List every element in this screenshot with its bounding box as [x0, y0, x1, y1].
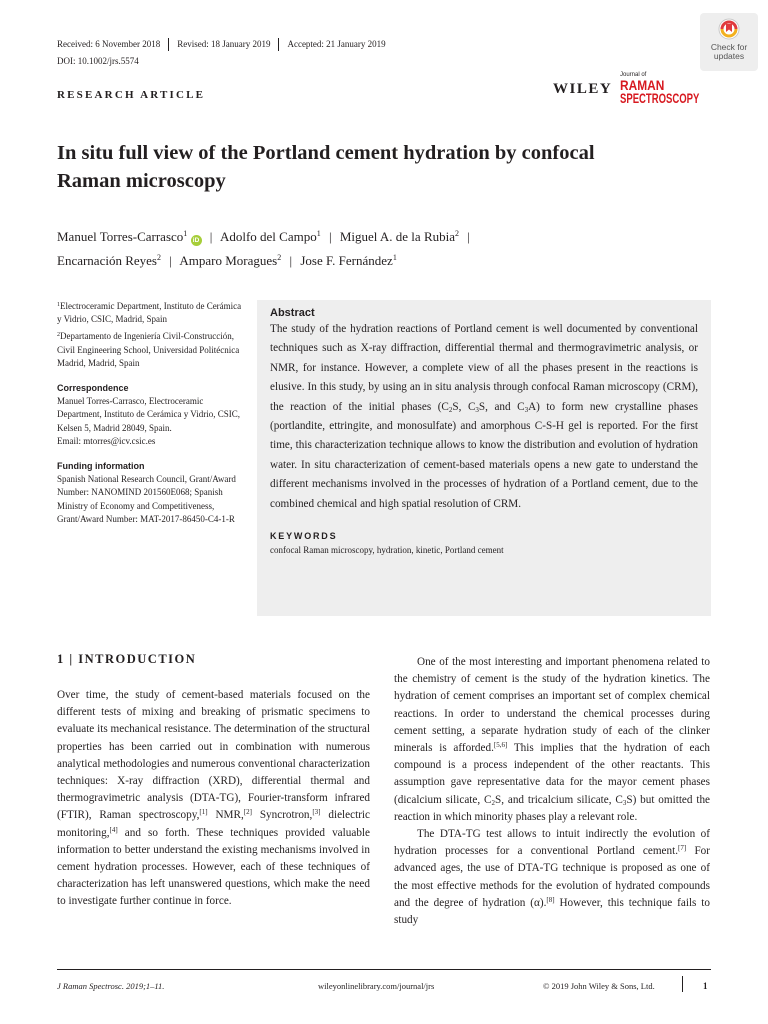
- affiliation: $^1$Electroceramic Department, Instituto de Cerámica y Vidrio, CSIC, Madrid, Spain: [57, 301, 242, 325]
- article-title: In situ full view of the Portland cement hydration by confocal Raman microscopy: [57, 142, 595, 192]
- accepted-date: Accepted: 21 January 2019: [278, 38, 393, 51]
- author-list: Manuel Torres-Carrasco$^1$ iD | Adolfo del Campo$^1$ | Miguel A. de la Rubia$^2$ | Encarnación Reyes$^2$ | Amparo Moragues$^2$ | Jose F. Fernández$^1$: [57, 229, 470, 268]
- revised-date: Revised: 18 January 2019: [168, 38, 278, 51]
- reference-link[interactable]: [4]: [109, 825, 118, 834]
- footer-divider: [57, 969, 711, 970]
- correspondence: Correspondence Manuel Torres-Carrasco, Electroceramic Department, Instituto de Cerámica y Vidrio, CSIC, Kelsen 5, Madrid 28049, Spain. Email: mtorres@icv.csic.es: [57, 382, 242, 448]
- affiliation: $^2$Departamento de Ingeniería Civil-Construcción, Civil Engineering School, Universidad Politécnica Madrid, Madrid, Spain: [57, 331, 240, 368]
- publisher-logo: WILEY: [553, 81, 613, 97]
- body-column-left: [57, 687, 370, 911]
- check-updates-icon: [718, 18, 740, 40]
- page-number: 1: [703, 981, 708, 991]
- author-name: Encarnación Reyes: [57, 253, 157, 268]
- check-updates-label: Check for updates: [710, 42, 748, 61]
- article-dates: [57, 38, 394, 51]
- abstract-box: [257, 300, 711, 616]
- author-name: Jose F. Fernández: [300, 253, 393, 268]
- paragraph: One of the most interesting and important phenomena related to the chemistry of cement is the study of the hydration kinetics. The hydration of cement comprises an important set of complex chemical reactions. In order to understand the chemical processes during cement setting, a separate hydration study of each of the clinker minerals is afforded.[5,6] This implies that the hydration of each compound is a process independent of the other reactants. This assumption gave representative data for the mayor cement phases (dicalcium silicate, $C_2S$, and tricalcium silicate, $C_3S$) but omitted the reaction in which minority phases play a relevant role.: [394, 656, 711, 823]
- check-for-updates-button[interactable]: [700, 13, 758, 71]
- email-link[interactable]: Email: mtorres@icv.csic.es: [57, 435, 156, 446]
- section-heading: 1 | INTRODUCTION: [57, 652, 197, 666]
- footer-copyright: © 2019 John Wiley & Sons, Ltd.: [543, 981, 655, 991]
- reference-link[interactable]: [1]: [199, 808, 208, 817]
- paragraph: The DTA-TG test allows to intuit indirectly the evolution of hydration processes for a conventional Portland cement.[7] For advanced ages, the use of DTA-TG technique is proposed as one of the most effective methods for the evolution of hydrated compounds and the degree of hydration (α).[8] However, this technique fails to study: [394, 828, 711, 927]
- funding-information: Funding information Spanish National Research Council, Grant/Award Number: NANOMIND 201560E068; Spanish Ministry of Economy and Competitiveness, Grant/Award Number: MAT-2017-86450-C4-1-R: [57, 461, 236, 524]
- orcid-icon[interactable]: iD: [191, 235, 202, 246]
- reference-link[interactable]: [5,6]: [493, 741, 508, 750]
- reference-link[interactable]: [8]: [546, 895, 555, 904]
- doi-link[interactable]: DOI: 10.1002/jrs.5574: [57, 56, 139, 66]
- abstract-heading: Abstract: [270, 307, 315, 319]
- author-name: Adolfo del Campo: [219, 229, 317, 244]
- reference-link[interactable]: [3]: [312, 808, 321, 817]
- paragraph: Over time, the study of cement-based materials focused on the different tests of mixing and breaking of prismatic specimens to evaluate its mechanical resistance. The determination of the structural properties has been carried out in combination with numerous analytical methodologies and numerous conventional characterization techniques: X-ray diffraction (XRD), differential thermal and thermogravimetric analysis (DTA-TG), Fourier-transform infrared (FTIR), Raman spectroscopy,[1] NMR,[2] Syncrotron,[3] dielectric monitoring,[4] and so forth. These techniques provided valuable information to better understand the existing mechanisms involved in cement hydration processes. However, each of these techniques of characterization has left unanswered questions, which make the need to investigate further continue in force.: [57, 689, 370, 908]
- reference-link[interactable]: [7]: [678, 844, 687, 853]
- journal-logo: Journal of RAMAN SPECTROSCOPY: [620, 72, 700, 106]
- reference-link[interactable]: [2]: [243, 808, 252, 817]
- received-date: Received: 6 November 2018: [57, 39, 161, 49]
- footer-citation: J Raman Spectrosc. 2019;1–11.: [57, 981, 165, 991]
- keywords: confocal Raman microscopy, hydration, kinetic, Portland cement: [270, 545, 504, 556]
- abstract-text: The study of the hydration reactions of Portland cement is well documented by conventional techniques such as X-ray diffraction, differential thermal and thermogravimetric analysis, or NMR, for instance. However, a complete view of all the phases present in the reactions is elusive. In this study, by using an in situ analysis through confocal Raman microscopy (CRM), the reaction of the initial phases ($C_2S$, $C_3S$, and $C_3A$) to form new crystalline phases (portlandite, ettringite, and monosulfate) and amorphous C-S-H gel is reported. For the first time, this characterization technique allows to know the distribution and evolution of hydration water. In situ characterization of cement-based materials opens a new gate to understand the different mechanisms involved in the processes of hydration of a Portland cement, due to the combined chemical and high spatial resolution of CRM.: [270, 323, 698, 510]
- article-type: RESEARCH ARTICLE: [57, 89, 206, 101]
- keywords-heading: KEYWORDS: [270, 531, 338, 542]
- article-metadata: [57, 300, 242, 538]
- author-name: Manuel Torres-Carrasco: [57, 229, 184, 244]
- journal-url-link[interactable]: wileyonlinelibrary.com/journal/jrs: [318, 981, 435, 991]
- footer-separator: [682, 976, 683, 992]
- body-column-right: [394, 654, 710, 929]
- author-name: Amparo Moragues: [179, 253, 278, 268]
- author-name: Miguel A. de la Rubia: [339, 229, 455, 244]
